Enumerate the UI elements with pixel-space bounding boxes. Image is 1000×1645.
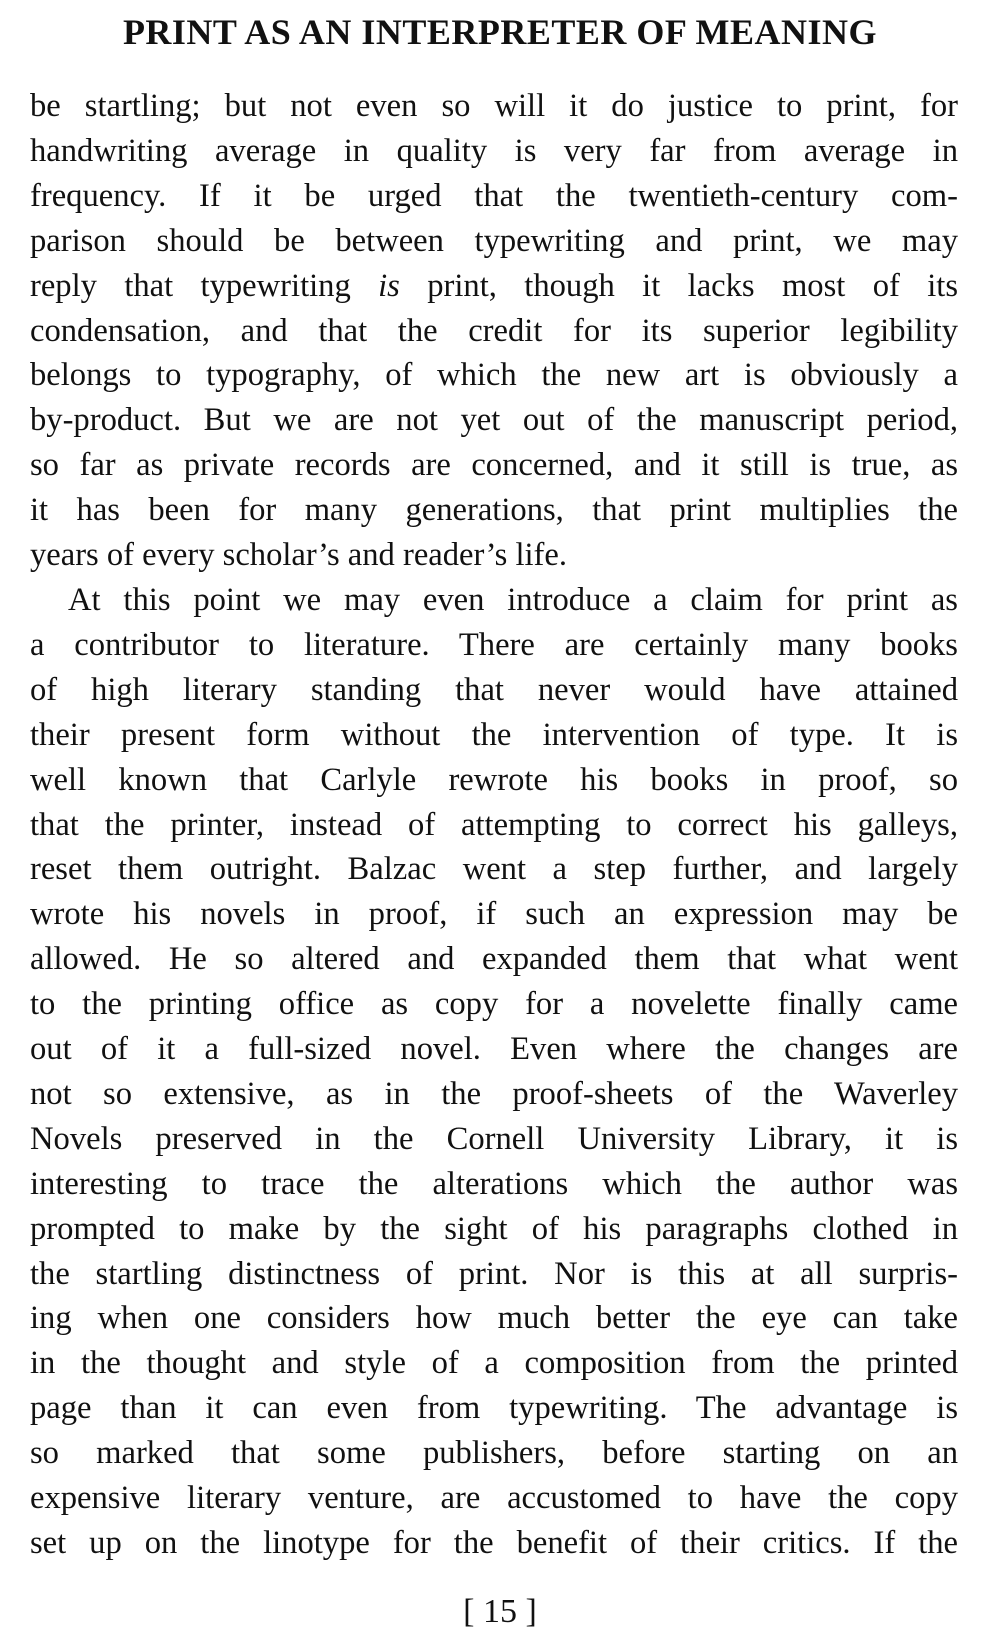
text-line: reset them outright. Balzac went a step further, and largely	[30, 851, 958, 888]
text-line: interesting to trace the alterations which the author was	[30, 1165, 958, 1202]
text-line: prompted to make by the sight of his paragraphs clothed in	[30, 1210, 958, 1247]
text-line: Novels preserved in the Cornell University Library, it is	[30, 1120, 958, 1157]
text-line: so far as private records are concerned, and it still is true, as	[30, 447, 958, 484]
text-line: their present form without the intervention of type. It is	[30, 716, 958, 753]
text-line	[30, 264, 958, 309]
text-line: that the printer, instead of attempting to correct his galleys,	[30, 806, 958, 843]
text-line: set up on the linotype for the benefit of their critics. If the	[30, 1525, 958, 1561]
text-segment: print, though it lacks most of its	[399, 267, 958, 304]
text-line: by-product. But we are not yet out of the manuscript period,	[30, 402, 958, 439]
text-line: the startling distinctness of print. Nor is this at all surpris-	[30, 1255, 958, 1292]
text-line: parison should be between typewriting and print, we may	[30, 222, 958, 259]
text-line: ing when one considers how much better the eye can take	[30, 1300, 958, 1337]
text-line: condensation, and that the credit for its superior legibility	[30, 312, 958, 349]
text-line: not so extensive, as in the proof-sheets of the Waverley	[30, 1075, 958, 1112]
text-line: years of every scholar’s and reader’s life.	[30, 537, 567, 574]
page-number: [ 15 ]	[463, 1593, 537, 1630]
text-line: out of it a full-sized novel. Even where the changes are	[30, 1031, 958, 1068]
text-segment: reply that typewriting	[30, 267, 379, 304]
text-line: belongs to typography, of which the new art is obviously a	[30, 357, 958, 394]
text-line: in the thought and style of a composition from the printed	[30, 1345, 958, 1382]
text-line: expensive literary venture, are accustomed to have the copy	[30, 1480, 958, 1517]
emphasis: is	[378, 267, 400, 304]
running-head: PRINT AS AN INTERPRETER OF MEANING	[122, 12, 878, 52]
text-line: wrote his novels in proof, if such an expression may be	[30, 896, 958, 933]
text-line: be startling; but not even so will it do justice to print, for	[30, 88, 958, 124]
text-line: so marked that some publishers, before starting on an	[30, 1435, 958, 1472]
text-line: allowed. He so altered and expanded them that what went	[30, 941, 958, 978]
text-line: handwriting average in quality is very far from average in	[30, 132, 958, 169]
text-line: At this point we may even introduce a claim for print as	[68, 581, 958, 618]
text-line: well known that Carlyle rewrote his books in proof, so	[30, 761, 958, 798]
text-line: a contributor to literature. There are certainly many books	[30, 626, 958, 663]
text-line: to the printing office as copy for a novelette finally came	[30, 986, 958, 1023]
text-line: it has been for many generations, that print multiplies the	[30, 492, 958, 529]
text-line: frequency. If it be urged that the twentieth-century com-	[30, 177, 958, 214]
body-text	[30, 84, 958, 1566]
text-line: page than it can even from typewriting. The advantage is	[30, 1390, 958, 1427]
text-line: of high literary standing that never would have attained	[30, 671, 958, 708]
